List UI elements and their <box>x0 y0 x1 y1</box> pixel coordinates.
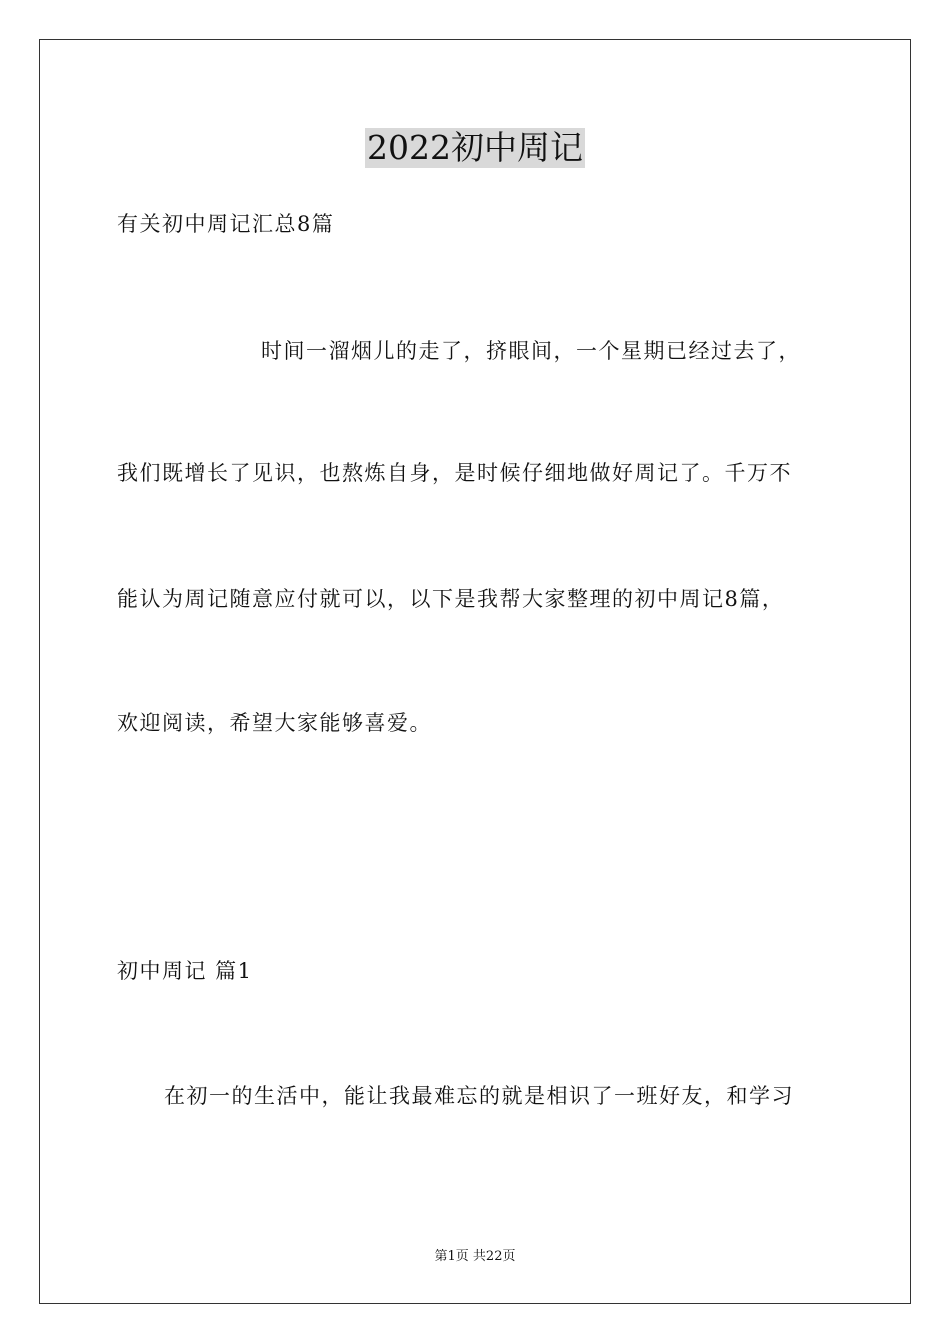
paragraph1-line2: 我们既增长了见识，也熬炼自身，是时候仔细地做好周记了。千万不 <box>117 461 792 485</box>
paragraph2-line1: 在初一的生活中，能让我最难忘的就是相识了一班好友，和学习 <box>164 1084 794 1108</box>
paragraph1-line4: 欢迎阅读，希望大家能够喜爱。 <box>117 711 432 735</box>
paragraph1-line1: 时间一溜烟儿的走了，挤眼间，一个星期已经过去了， <box>261 339 801 363</box>
document-title: 2022初中周记 <box>367 128 583 167</box>
page-footer: 第1页 共22页 <box>434 1249 516 1264</box>
document-subtitle: 有关初中周记汇总8篇 <box>117 212 335 236</box>
paragraph1-line3: 能认为周记随意应付就可以，以下是我帮大家整理的初中周记8篇， <box>117 587 785 611</box>
document-title-block <box>0 128 950 168</box>
section-heading: 初中周记 篇1 <box>117 959 253 983</box>
